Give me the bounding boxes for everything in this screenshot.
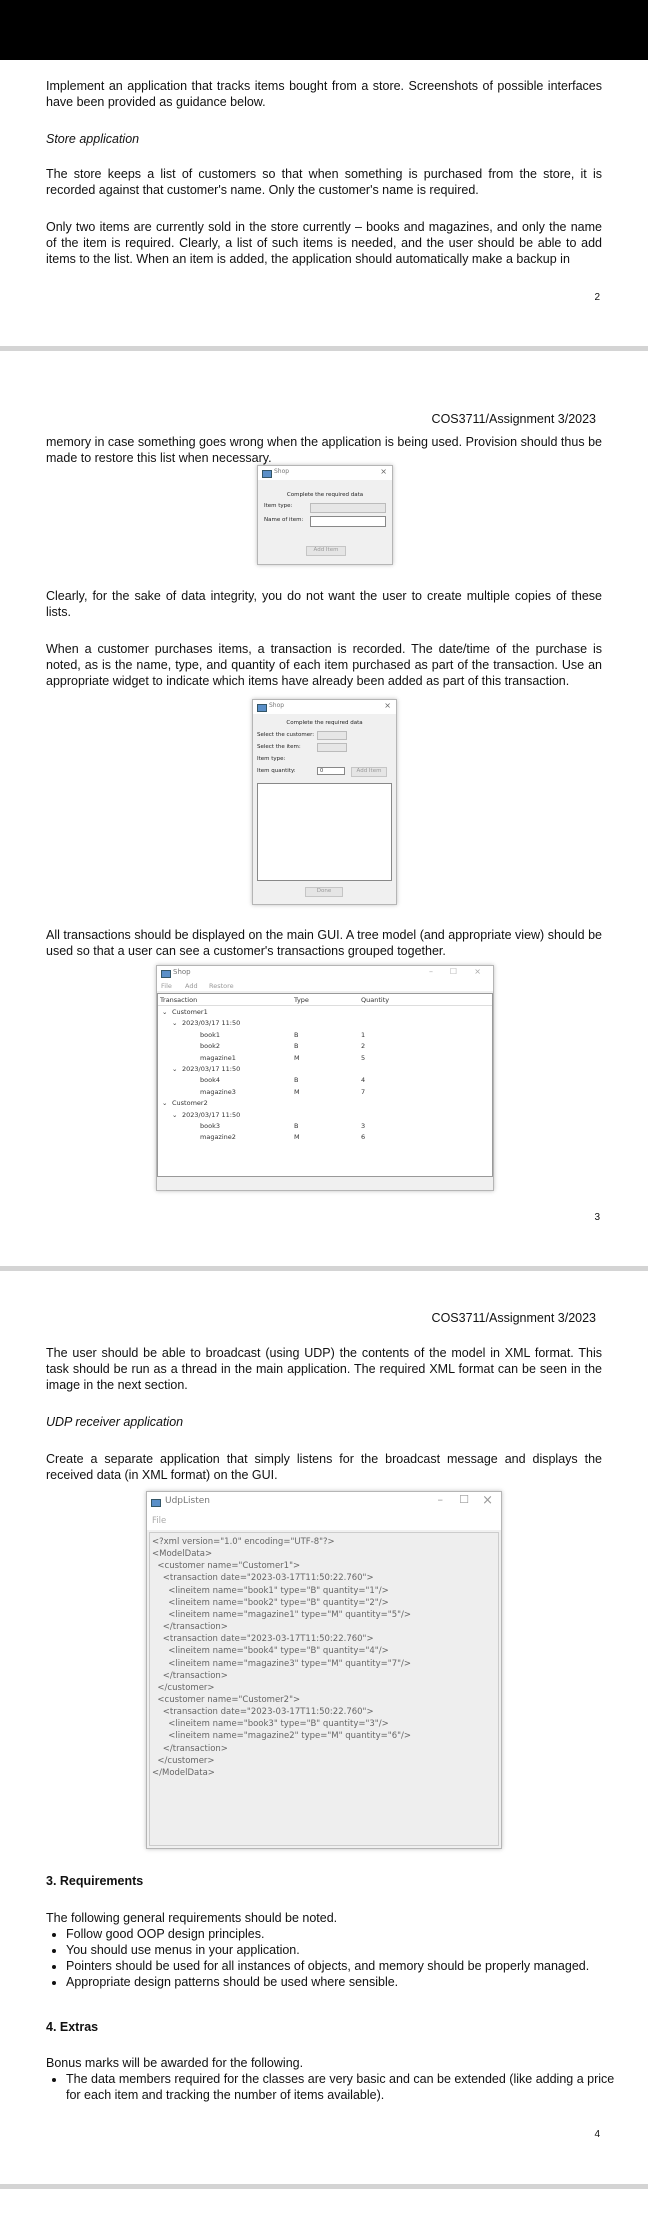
menu-bar [157, 980, 493, 991]
tree-row-type: M [294, 1053, 300, 1062]
paragraph: memory in case something goes wrong when the application is being used. Provision should thus be made to restore this list when necessary. [46, 435, 602, 465]
item-label: Select the item: [257, 744, 301, 750]
tree-row-label[interactable]: 2023/03/17 11:50 [182, 1065, 241, 1073]
dialog-heading: Complete the required data [286, 720, 363, 726]
xml-line: </customer> [152, 1682, 215, 1693]
tree-row-quantity: 6 [361, 1133, 366, 1142]
minimize-icon[interactable]: – [429, 967, 433, 976]
xml-line: <transaction date="2023-03-17T11:50:22.760"> [152, 1707, 374, 1718]
window-title: UdpListen [165, 1496, 210, 1506]
xml-line: <customer name="Customer1"> [152, 1561, 301, 1572]
tree-row-quantity: 3 [361, 1122, 366, 1130]
menu-file[interactable]: File [152, 1516, 167, 1526]
page-number: 3 [594, 1212, 600, 1223]
paragraph: The following general requirements should be noted. [46, 1911, 338, 1925]
paragraph: Bonus marks will be awarded for the following. [46, 2056, 304, 2070]
xml-line: </ModelData> [152, 1767, 215, 1778]
app-icon [262, 470, 272, 478]
tree-row-label[interactable]: Customer2 [172, 1099, 208, 1108]
transaction-items-list[interactable] [257, 783, 392, 881]
paragraph: Clearly, for the sake of data integrity, you do not want the user to create multiple copies of these lists. [46, 589, 602, 619]
list-item: • Pointers should be used for all instances of objects, and memory should be properly managed. [66, 1958, 626, 1974]
requirements-list [46, 1926, 626, 1990]
tree-row-type: B [294, 1042, 299, 1051]
paragraph: Implement an application that tracks items bought from a store. Screenshots of possible interfaces have been provided as guidance below. [46, 79, 602, 109]
list-item: • The data members required for the classes are very basic and can be extended (like adding a price for each item and tracking the number of items available). [66, 2071, 626, 2103]
tree-row-label[interactable]: book4 [200, 1076, 220, 1085]
page-number: 4 [594, 2129, 600, 2140]
minimize-icon[interactable]: – [437, 1493, 443, 1506]
menu-add[interactable]: Add [185, 982, 198, 990]
page-number: 2 [594, 292, 600, 303]
page-header: COS3711/Assignment 3/2023 [431, 1311, 596, 1325]
tree-row-type: M [294, 1133, 300, 1142]
quantity-label: Item quantity: [257, 768, 296, 774]
item-type-select[interactable] [310, 503, 386, 513]
chevron-down-icon[interactable]: ⌄ [172, 1065, 178, 1073]
xml-line: </customer> [152, 1755, 215, 1766]
chevron-down-icon[interactable]: ⌄ [162, 1008, 168, 1016]
extras-list [46, 2071, 626, 2103]
menu-file[interactable]: File [161, 982, 172, 990]
add-item-button[interactable]: Add Item [306, 546, 346, 556]
app-icon [257, 704, 267, 712]
udp-listen-window [146, 1491, 502, 1849]
add-item-button[interactable]: Add Item [351, 767, 387, 777]
section-heading: 4. Extras [46, 2020, 99, 2034]
column-header-quantity[interactable]: Quantity [361, 996, 390, 1004]
page-separator [0, 346, 648, 351]
page-header: COS3711/Assignment 3/2023 [431, 412, 596, 426]
dialog-heading: Complete the required data [286, 492, 364, 498]
tree-row-label[interactable]: book3 [200, 1122, 220, 1130]
done-button[interactable]: Done [305, 887, 343, 897]
section-heading: Store application [46, 132, 140, 146]
tree-row-type: B [294, 1076, 299, 1085]
main-window [156, 965, 494, 1191]
item-type-label: Item type: [257, 756, 286, 762]
close-icon[interactable]: × [474, 967, 481, 976]
tree-row-label[interactable]: 2023/03/17 11:50 [182, 1019, 241, 1028]
column-header-type[interactable]: Type [294, 996, 309, 1004]
xml-line: </transaction> [152, 1743, 228, 1754]
window-title: Shop [269, 702, 285, 709]
tree-row-quantity: 2 [361, 1042, 366, 1051]
tree-row-type: B [294, 1030, 299, 1039]
column-header-transaction[interactable]: Transaction [160, 996, 198, 1004]
menu-restore[interactable]: Restore [209, 982, 234, 990]
tree-row-quantity: 4 [361, 1076, 366, 1085]
close-icon[interactable]: × [384, 701, 391, 710]
maximize-icon[interactable]: ☐ [449, 967, 457, 976]
tree-row-quantity: 7 [361, 1087, 366, 1096]
transaction-dialog [252, 699, 397, 905]
item-type-label: Item type: [264, 503, 293, 509]
tree-row-type: B [294, 1122, 299, 1130]
page-separator [0, 1266, 648, 1271]
section-heading: UDP receiver application [46, 1415, 184, 1429]
close-icon[interactable]: × [482, 1493, 493, 1508]
add-item-dialog [257, 465, 393, 565]
xml-line: <ModelData> [152, 1549, 213, 1560]
xml-line: <lineitem name="book4" type="B" quantity="4"/> [152, 1646, 389, 1657]
xml-line: <lineitem name="book2" type="B" quantity="2"/> [152, 1597, 389, 1608]
tree-row-label[interactable]: book2 [200, 1042, 220, 1051]
close-icon[interactable]: × [380, 467, 387, 476]
paragraph: The user should be able to broadcast (using UDP) the contents of the model in XML format. This task should be run as a thread in the main application. The required XML format can be seen in the image in the next section. [46, 1346, 602, 1392]
list-item: • Follow good OOP design principles. [66, 1926, 626, 1942]
tree-row-label[interactable]: Customer1 [172, 1008, 208, 1016]
tree-row-label[interactable]: 2023/03/17 11:50 [182, 1110, 241, 1119]
xml-line: <customer name="Customer2"> [152, 1694, 301, 1705]
xml-line: </transaction> [152, 1670, 228, 1681]
xml-line: <lineitem name="magazine1" type="M" quantity="5"/> [152, 1609, 412, 1620]
xml-line: <transaction date="2023-03-17T11:50:22.760"> [152, 1573, 374, 1584]
paragraph: All transactions should be displayed on the main GUI. A tree model (and appropriate view) should be used so that a user can see a customer's transactions grouped together. [46, 928, 602, 958]
chevron-down-icon[interactable]: ⌄ [162, 1099, 168, 1108]
chevron-down-icon[interactable]: ⌄ [172, 1110, 178, 1119]
paragraph: Create a separate application that simply listens for the broadcast message and displays the received data (in XML format) on the GUI. [46, 1452, 602, 1482]
customer-label: Select the customer: [257, 732, 315, 738]
item-select[interactable] [317, 743, 347, 752]
tree-row-quantity: 1 [361, 1030, 366, 1039]
tree-view[interactable] [157, 993, 493, 1177]
xml-display[interactable] [149, 1532, 499, 1846]
xml-line: <lineitem name="magazine2" type="M" quantity="6"/> [152, 1731, 412, 1742]
customer-select[interactable] [317, 731, 347, 740]
tree-row-type: M [294, 1087, 300, 1096]
list-item: • You should use menus in your application. [66, 1942, 626, 1958]
window-title: Shop [173, 968, 191, 976]
xml-line: <transaction date="2023-03-17T11:50:22.760"> [152, 1634, 374, 1645]
paragraph: The store keeps a list of customers so that when something is purchased from the store, it is recorded against that customer's name. Only the customer's name is required. [46, 167, 602, 197]
app-icon [151, 1499, 161, 1507]
xml-line: <lineitem name="book3" type="B" quantity="3"/> [152, 1719, 389, 1730]
xml-line: <lineitem name="book1" type="B" quantity="1"/> [152, 1585, 389, 1596]
item-name-label: Name of item: [264, 517, 304, 523]
tree-row-label[interactable]: magazine2 [200, 1133, 236, 1142]
xml-line: <lineitem name="magazine3" type="M" quantity="7"/> [152, 1658, 412, 1669]
xml-line: <?xml version="1.0" encoding="UTF-8"?> [152, 1537, 335, 1547]
top-black-bar [0, 0, 648, 60]
paragraph: When a customer purchases items, a transaction is recorded. The date/time of the purchase is noted, as is the name, type, and quantity of each item purchased as part of the transaction. Use an appropriate widget to indicate which items have already been added as part of this transaction. [46, 642, 602, 688]
quantity-stepper[interactable]: 0 [317, 767, 345, 775]
tree-row-label[interactable]: magazine3 [200, 1087, 236, 1096]
menu-bar [147, 1512, 501, 1530]
tree-row-label[interactable]: magazine1 [200, 1053, 236, 1062]
tree-row-label[interactable]: book1 [200, 1030, 220, 1039]
section-heading: 3. Requirements [46, 1874, 144, 1888]
tree-row-quantity: 5 [361, 1053, 366, 1062]
item-name-input[interactable] [310, 516, 386, 527]
chevron-down-icon[interactable]: ⌄ [172, 1019, 178, 1028]
paragraph: Only two items are currently sold in the store currently – books and magazines, and only the name of the item is required. Clearly, a list of such items is needed, and the user should be able to add items to the list. When an item is added, the application should automatically make a backup in [46, 220, 602, 266]
app-icon [161, 970, 171, 978]
list-item: • Appropriate design patterns should be used where sensible. [66, 1974, 626, 1990]
window-title: Shop [274, 468, 290, 475]
page-separator [0, 2184, 648, 2189]
maximize-icon[interactable]: ☐ [459, 1493, 469, 1506]
xml-line: </transaction> [152, 1622, 228, 1633]
